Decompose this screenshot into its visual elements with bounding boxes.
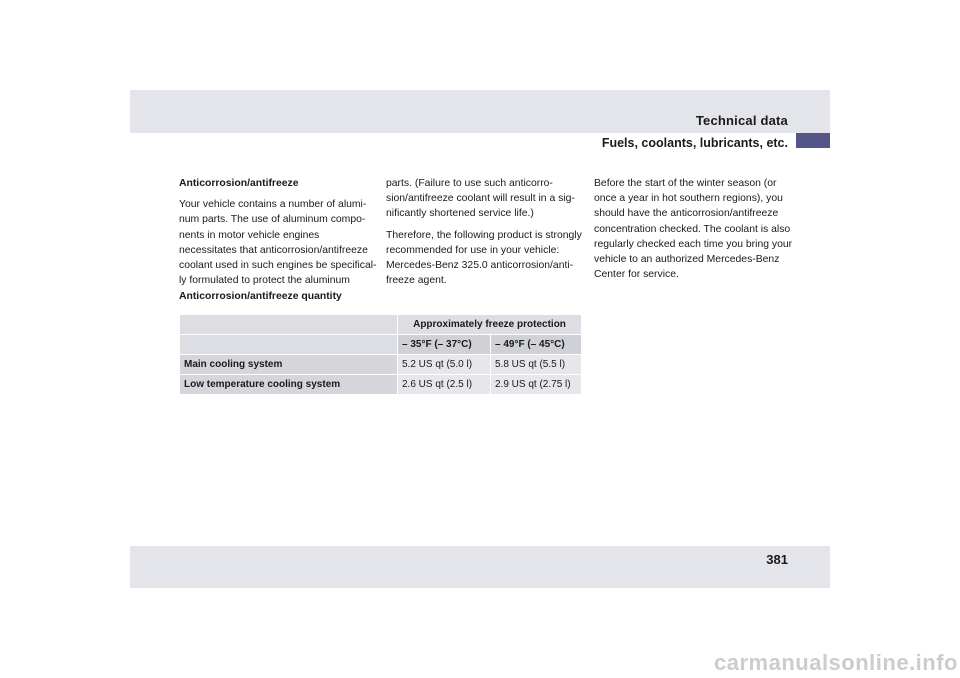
col2-paragraph-1: parts. (Failure to use such anticorro-sion/antifreeze coolant will result in a sig-nificantly shortened service life.): [386, 178, 575, 220]
col3-paragraph: Before the start of the winter season (or once a year in hot southern regions), you should have the anticorrosion/antifreeze concentration checked. The coolant is also regularly checked each time you bring your vehicle to an authorized Mercedes-Benz Center for service.: [594, 178, 793, 281]
freeze-protection-header: Approximately freeze protection: [398, 315, 582, 335]
page-number: 381: [766, 552, 788, 567]
antifreeze-quantity-table: [179, 314, 582, 395]
row-label-main-cooling: Main cooling system: [180, 355, 398, 375]
row-low-temp-value-2: 2.9 US qt (2.75 l): [491, 375, 582, 395]
row-label-low-temp-cooling: Low temperature cooling system: [180, 375, 398, 395]
section-accent-tab: [796, 133, 830, 148]
text-column-3: [594, 176, 794, 288]
table-subheader-row: [180, 335, 582, 355]
table-header-row: [180, 315, 582, 335]
table-corner-cell-2: [180, 335, 398, 355]
table-corner-cell: [180, 315, 398, 335]
section-subtitle: Fuels, coolants, lubricants, etc.: [601, 136, 788, 150]
col1-paragraph: Your vehicle contains a number of alumi-num parts. The use of aluminum compo-nents in motor vehicle engines necessitates that anticorrosion/antifreeze coolant used in such engines be specifical-ly formulated to protect the aluminum: [179, 199, 377, 287]
temp-column-header-1: – 35°F (– 37°C): [398, 335, 491, 355]
text-column-1: [179, 176, 379, 294]
table-row: [180, 355, 582, 375]
row-main-value-2: 5.8 US qt (5.5 l): [491, 355, 582, 375]
temp-column-header-2: – 49°F (– 45°C): [491, 335, 582, 355]
watermark: carmanualsonline.info: [714, 650, 958, 675]
section-title: Technical data: [695, 113, 788, 128]
anticorrosion-heading: Anticorrosion/antifreeze: [179, 178, 299, 189]
text-column-2: [386, 176, 582, 294]
row-main-value-1: 5.2 US qt (5.0 l): [398, 355, 491, 375]
footer-band: [130, 546, 830, 588]
col2-paragraph-2: Therefore, the following product is strongly recommended for use in your vehicle: Mercedes-Benz 325.0 anticorrosion/anti-freeze agent.: [386, 229, 582, 287]
table-heading: Anticorrosion/antifreeze quantity: [179, 291, 342, 302]
row-low-temp-value-1: 2.6 US qt (2.5 l): [398, 375, 491, 395]
table-row: [180, 375, 582, 395]
